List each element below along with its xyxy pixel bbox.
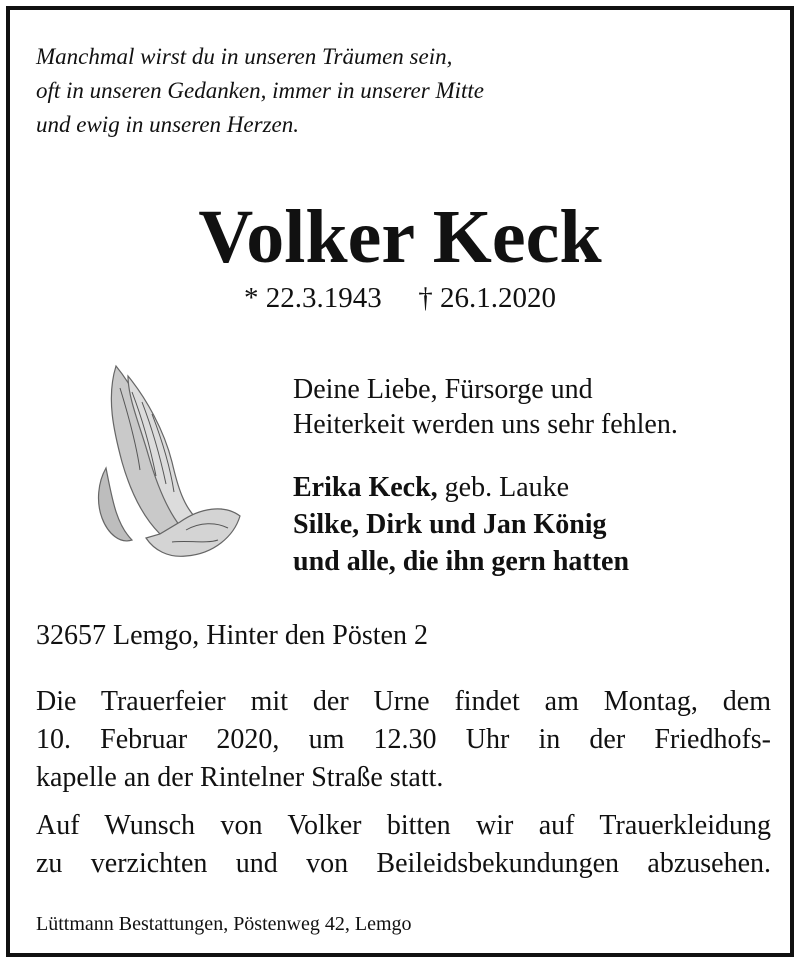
notice-line: kapelle an der Rintelner Straße statt. — [36, 762, 444, 793]
poem-line: und ewig in unseren Herzen. — [36, 112, 299, 137]
message-line: Heiterkeit werden uns sehr fehlen. — [293, 409, 678, 440]
maiden-name: geb. Lauke — [437, 472, 570, 503]
death-date: 26.1.2020 — [440, 282, 556, 314]
life-dates — [10, 280, 790, 316]
mourner-erika — [293, 469, 773, 506]
obituary-card — [6, 6, 794, 957]
wish-line: zu verzichten und von Beileidsbekundungen abzusehen. — [36, 848, 771, 879]
family-wish — [36, 807, 771, 883]
notice-line: Die Trauerfeier mit der Urne findet am Montag, dem — [36, 686, 771, 717]
farewell-message — [293, 372, 773, 442]
notice-line: 10. Februar 2020, um 12.30 Uhr in der Friedhofs- — [36, 724, 771, 755]
poem-line: oft in unseren Gedanken, immer in unserer Mitte — [36, 78, 484, 103]
poem-line: Manchmal wirst du in unseren Träumen sein, — [36, 44, 453, 69]
praying-hands-icon — [76, 358, 246, 568]
wish-line: Auf Wunsch von Volker bitten wir auf Trauerkleidung — [36, 810, 771, 841]
death-symbol: † — [418, 282, 433, 314]
mourner-others: und alle, die ihn gern hatten — [293, 546, 630, 577]
memorial-poem — [36, 40, 736, 142]
birth-symbol: * — [244, 282, 259, 314]
family-address: 32657 Lemgo, Hinter den Pösten 2 — [36, 620, 428, 651]
birth-date: 22.3.1943 — [265, 282, 382, 314]
deceased-name: Volker Keck — [198, 195, 602, 279]
funeral-home: Lüttmann Bestattungen, Pöstenweg 42, Lemgo — [36, 913, 412, 935]
mourners-list — [293, 469, 773, 580]
mourner-name: Erika Keck, — [293, 472, 438, 503]
mourner-family: Silke, Dirk und Jan König — [293, 509, 607, 540]
funeral-notice — [36, 683, 771, 797]
message-line: Deine Liebe, Fürsorge und — [293, 374, 593, 405]
